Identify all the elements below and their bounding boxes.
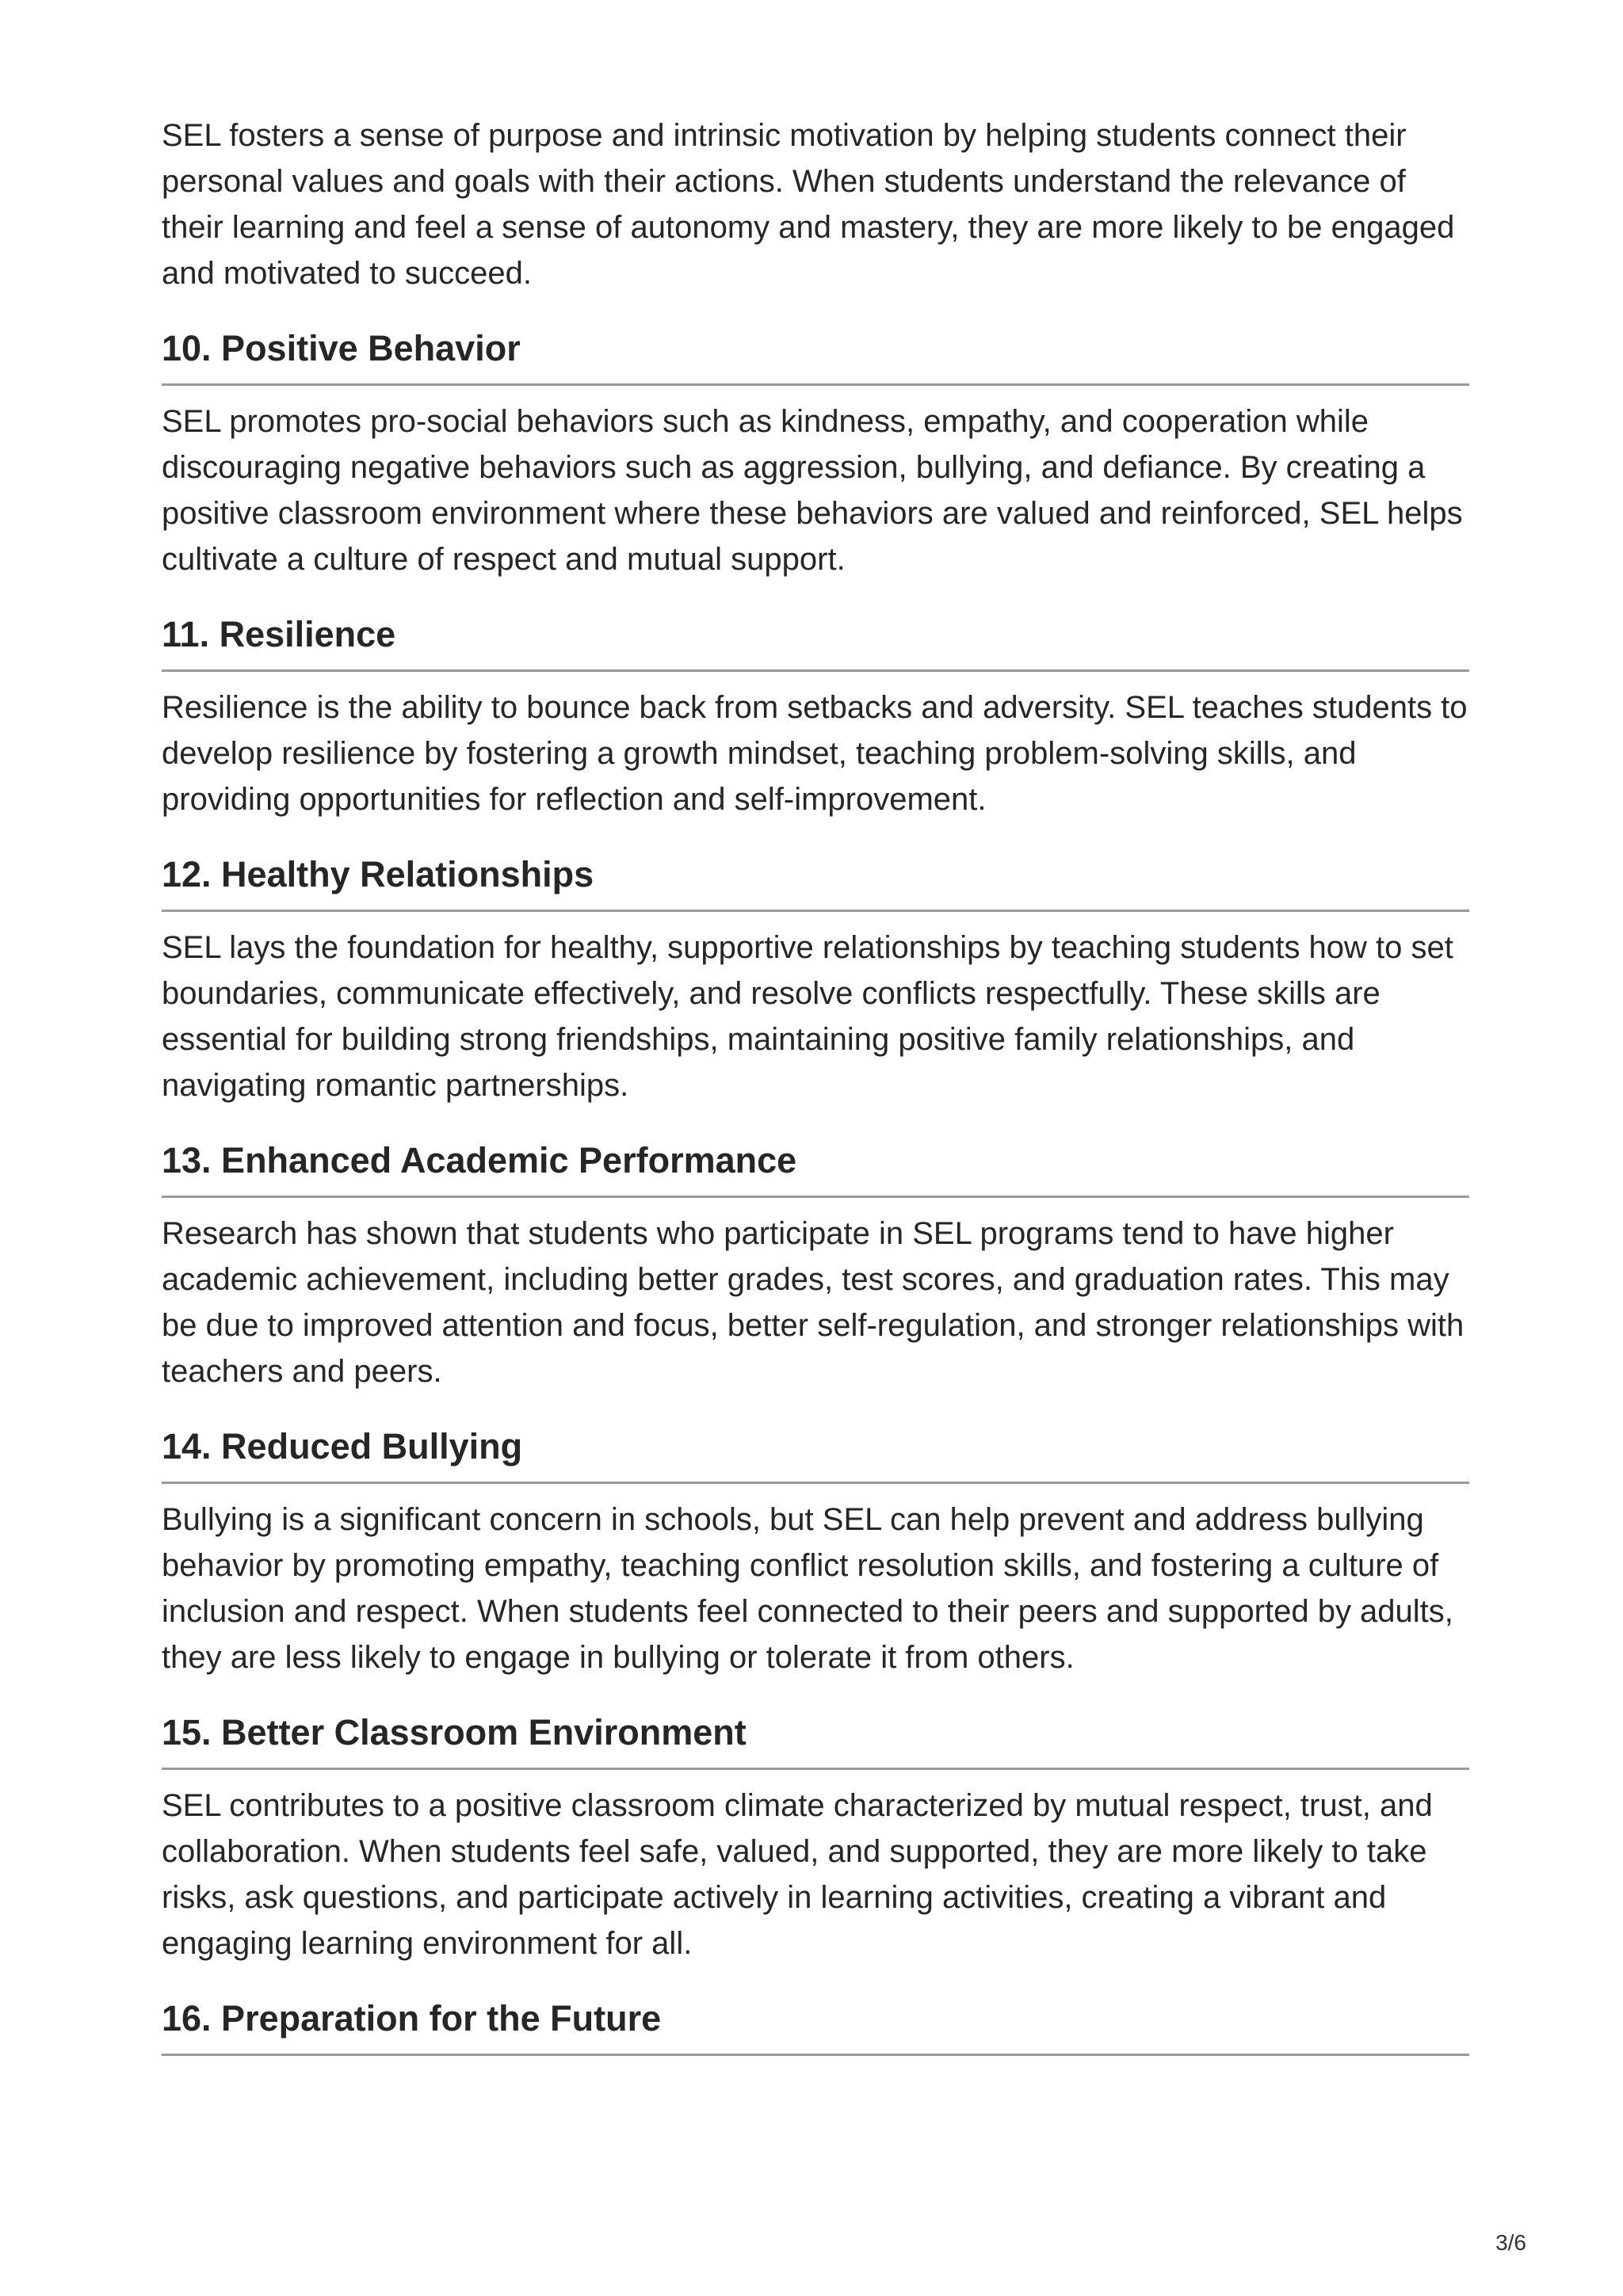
- section-paragraph: Resilience is the ability to bounce back from setbacks and adversity. SEL teaches students to develop resilience by fostering a growth mindset, teaching problem-solving skills, and providing opportunities for reflection and self-improvement.: [162, 690, 1468, 817]
- section-paragraph: SEL lays the foundation for healthy, supportive relationships by teaching students how to set boundaries, communicate effectively, and resolve conflicts respectfully. These skills are essential for building strong friendships, maintaining positive family relationships, and navigating romantic partnerships.: [162, 930, 1453, 1103]
- section-heading: 11. Resilience: [162, 614, 396, 654]
- section-paragraph: Research has shown that students who participate in SEL programs tend to have higher academic achievement, including better grades, test scores, and graduation rates. This may be due to improved attention and focus, better self-regulation, and stronger relationships with teachers and peers.: [162, 1216, 1465, 1389]
- section-preparation-future: [162, 1995, 1469, 2056]
- section-reduced-bullying: [162, 1423, 1469, 1680]
- section-classroom-environment: [162, 1709, 1469, 1966]
- section-heading: 14. Reduced Bullying: [162, 1426, 523, 1466]
- section-divider: [162, 383, 1469, 386]
- section-heading: 13. Enhanced Academic Performance: [162, 1140, 797, 1180]
- section-divider: [162, 1196, 1469, 1198]
- section-divider: [162, 669, 1469, 672]
- section-heading: 16. Preparation for the Future: [162, 1998, 662, 2039]
- page-number: 3/6: [1495, 2230, 1526, 2255]
- document-body: [162, 113, 1469, 2069]
- section-academic-performance: [162, 1137, 1469, 1394]
- section-heading: 10. Positive Behavior: [162, 328, 521, 368]
- section-divider: [162, 2054, 1469, 2056]
- section-resilience: [162, 611, 1469, 822]
- section-healthy-relationships: [162, 851, 1469, 1108]
- section-paragraph: SEL promotes pro-social behaviors such as kindness, empathy, and cooperation while discouraging negative behaviors such as aggression, bullying, and defiance. By creating a positive classroom environment where these behaviors are valued and reinforced, SEL helps cultivate a culture of respect and mutual support.: [162, 404, 1463, 577]
- section-heading: 12. Healthy Relationships: [162, 854, 594, 894]
- section-divider: [162, 1768, 1469, 1770]
- section-paragraph: Bullying is a significant concern in schools, but SEL can help prevent and address bullying behavior by promoting empathy, teaching conflict resolution skills, and fostering a culture of inclusion and respect. When students feel connected to their peers and supported by adults, they are less likely to engage in bullying or tolerate it from others.: [162, 1502, 1453, 1675]
- section-positive-behavior: [162, 325, 1469, 582]
- intro-paragraph: SEL fosters a sense of purpose and intrinsic motivation by helping students connect their personal values and goals with their actions. When students understand the relevance of their learning and feel a sense of autonomy and mastery, they are more likely to be engaged and motivated to succeed.: [162, 118, 1455, 291]
- section-divider: [162, 1482, 1469, 1484]
- section-heading: 15. Better Classroom Environment: [162, 1712, 747, 1753]
- section-divider: [162, 910, 1469, 912]
- section-paragraph: SEL contributes to a positive classroom climate characterized by mutual respect, trust, and collaboration. When students feel safe, valued, and supported, they are more likely to take risks, ask questions, and participate actively in learning activities, creating a vibrant and engaging learning environment for all.: [162, 1788, 1433, 1961]
